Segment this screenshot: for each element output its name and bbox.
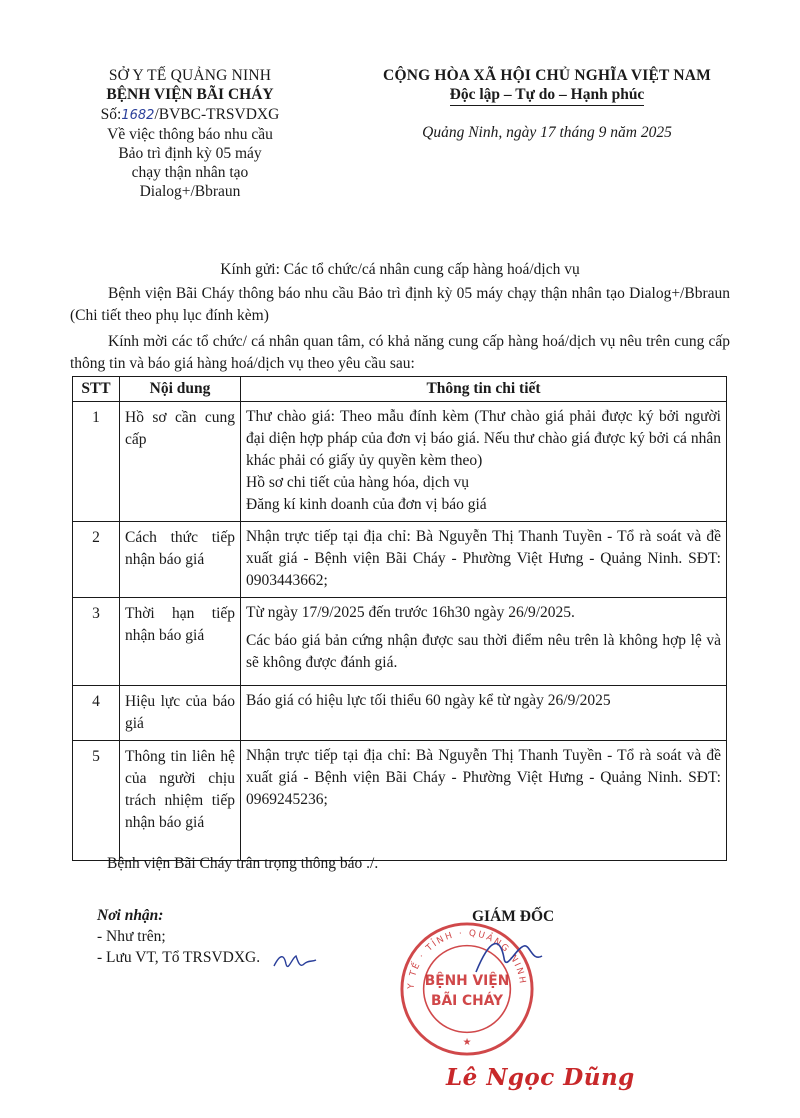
cell-stt: 2	[73, 522, 120, 598]
table-row	[73, 522, 727, 598]
cell-details	[241, 741, 727, 861]
cell-details	[241, 402, 727, 522]
detail-line: Thư chào giá: Theo mẫu đính kèm (Thư chào giá phải được ký bởi người đại diện hợp pháp của đơn vị báo giá. Nếu thư chào giá được ký bởi cá nhân khác phải có giấy ủy quyền kèm theo)	[246, 408, 721, 469]
cell-details	[241, 598, 727, 686]
detail-line: Báo giá có hiệu lực tối thiểu 60 ngày kể từ ngày 26/9/2025	[246, 692, 611, 709]
recipient-line: Kính gửi: Các tổ chức/cá nhân cung cấp hàng hoá/dịch vụ	[220, 261, 580, 278]
header-right	[322, 66, 772, 142]
subject-line: Dialog+/Bbraun	[139, 183, 241, 200]
cell-stt: 1	[73, 402, 120, 522]
recipients-block	[97, 905, 260, 968]
detail-line: Nhận trực tiếp tại địa chỉ: Bà Nguyễn Thị Thanh Tuyền - Tổ rà soát và đề xuất giá - Bệnh viện Bãi Cháy - Phường Việt Hưng - Quảng Ninh. SĐT: 0903443662;	[246, 528, 721, 589]
intro-paragraph: Bệnh viện Bãi Cháy thông báo nhu cầu Bảo trì định kỳ 05 máy chạy thận nhân tạo Dialog+/Bbraun (Chi tiết theo phụ lục đính kèm)	[70, 285, 730, 324]
doc-number-handwritten: 1682	[121, 108, 155, 123]
header-left	[60, 66, 320, 201]
detail-line: Hồ sơ chi tiết của hàng hóa, dịch vụ	[246, 474, 469, 491]
svg-text:★: ★	[462, 1037, 472, 1049]
subject-line: Bảo trì định kỳ 05 máy	[118, 145, 262, 162]
initials-scribble	[270, 948, 320, 974]
detail-line: Từ ngày 17/9/2025 đến trước 16h30 ngày 26/9/2025.	[246, 604, 575, 621]
subject-line: chạy thận nhân tạo	[131, 164, 249, 181]
document-subject	[60, 125, 320, 201]
hospital-name: BỆNH VIỆN BÃI CHÁY	[106, 86, 274, 103]
cell-content: Cách thức tiếp nhận báo giá	[120, 522, 241, 598]
national-title: CỘNG HÒA XÃ HỘI CHỦ NGHĨA VIỆT NAM	[383, 67, 711, 84]
seal-line-1: BỆNH VIỆN	[424, 973, 510, 990]
column-header-details: Thông tin chi tiết	[241, 377, 727, 402]
cell-content: Hiệu lực của báo giá	[120, 686, 241, 741]
detail-line: Các báo giá bản cứng nhận được sau thời điểm nêu trên là không hợp lệ và sẽ không được đánh giá.	[246, 632, 721, 671]
table-row	[73, 598, 727, 686]
seal-ring-text: Y TẾ · TỈNH · QUẢNG NINH	[406, 928, 528, 990]
detail-line: Đăng kí kinh doanh của đơn vị báo giá	[246, 496, 487, 513]
seal-line-2: BÃI CHÁY	[430, 992, 504, 1009]
closing-line: Bệnh viện Bãi Cháy trân trọng thông báo ./.	[107, 855, 379, 872]
doc-number-prefix: Số:	[100, 106, 122, 123]
cell-stt: 3	[73, 598, 120, 686]
document-number	[60, 105, 320, 125]
table-row	[73, 686, 727, 741]
table-row	[73, 741, 727, 861]
cell-stt: 5	[73, 741, 120, 861]
table-row	[73, 402, 727, 522]
cell-content: Thông tin liên hệ của người chịu trách nhiệm tiếp nhận báo giá	[120, 741, 241, 861]
national-motto: Độc lập – Tự do – Hạnh phúc	[450, 85, 645, 106]
invitation-paragraph: Kính mời các tổ chức/ cá nhân quan tâm, có khả năng cung cấp hàng hoá/dịch vụ nêu trên cung cấp thông tin và báo giá hàng hoá/dịch vụ theo yêu cầu sau:	[70, 333, 730, 372]
column-header-content: Nội dung	[120, 377, 241, 402]
subject-line: Về việc thông báo nhu cầu	[107, 126, 273, 143]
recipient-item: - Lưu VT, Tổ TRSVDXG.	[97, 949, 261, 966]
table-header-row	[73, 377, 727, 402]
agency-name: SỞ Y TẾ QUẢNG NINH	[108, 67, 272, 84]
cell-content: Thời hạn tiếp nhận báo giá	[120, 598, 241, 686]
recipient-item: - Như trên;	[97, 928, 166, 945]
detail-line: Nhận trực tiếp tại địa chỉ: Bà Nguyễn Thị Thanh Tuyền - Tổ rà soát và đề xuất giá - Bệnh viện Bãi Cháy - Phường Việt Hưng - Quảng Ninh. SĐT: 0969245236;	[246, 747, 721, 808]
column-header-stt: STT	[73, 377, 120, 402]
recipients-label: Nơi nhận:	[97, 907, 164, 924]
signer-name: Lê Ngọc Dũng	[446, 1064, 635, 1091]
signatory-title: GIÁM ĐỐC	[472, 908, 555, 925]
cell-details	[241, 686, 727, 741]
doc-number-suffix: /BVBC-TRSVDXG	[154, 106, 280, 123]
dateline: Quảng Ninh, ngày 17 tháng 9 năm 2025	[422, 124, 672, 141]
requirements-table	[72, 376, 727, 861]
cell-stt: 4	[73, 686, 120, 741]
signature-scribble	[470, 928, 550, 988]
cell-content: Hồ sơ cần cung cấp	[120, 402, 241, 522]
cell-details	[241, 522, 727, 598]
